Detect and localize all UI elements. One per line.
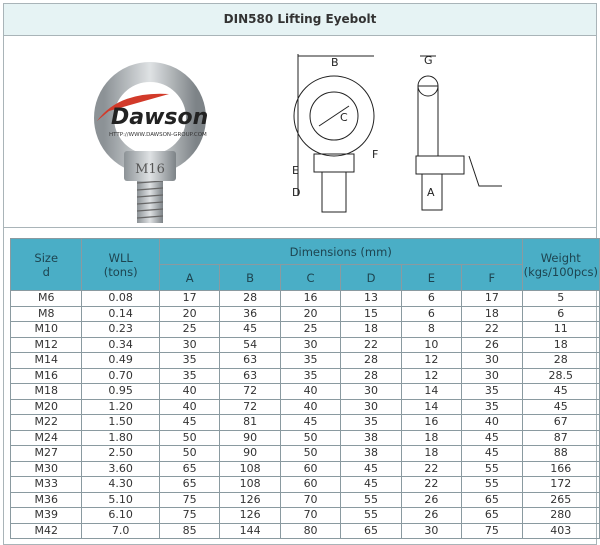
table-cell: 0.95 <box>82 384 159 400</box>
table-cell: 126 <box>220 492 281 508</box>
table-cell: 20 <box>159 306 219 322</box>
table-cell: 90 <box>220 446 281 462</box>
table-cell: 108 <box>220 477 281 493</box>
table-cell: 75 <box>159 508 219 524</box>
table-cell: 18 <box>522 337 599 353</box>
table-cell: M39 <box>11 508 82 524</box>
table-cell: 6.10 <box>82 508 159 524</box>
table-cell: 265 <box>522 492 599 508</box>
table-cell: 18 <box>401 430 461 446</box>
col-dimensions: Dimensions (mm) <box>159 239 522 265</box>
table-row <box>11 415 600 431</box>
table-cell: 20 <box>280 306 340 322</box>
table-row <box>11 492 600 508</box>
table-cell: 7.0 <box>82 523 159 539</box>
table-cell: 35 <box>159 353 219 369</box>
table-cell: 30 <box>462 353 522 369</box>
table-cell: M14 <box>11 353 82 369</box>
table-cell: 30 <box>401 523 461 539</box>
table-cell: 6 <box>522 306 599 322</box>
table-row <box>11 508 600 524</box>
label-d: D <box>292 186 301 199</box>
table-row <box>11 461 600 477</box>
table-row <box>11 523 600 539</box>
table-row <box>11 337 600 353</box>
table-row <box>11 368 600 384</box>
table-cell: 65 <box>159 477 219 493</box>
table-cell: 45 <box>462 446 522 462</box>
table-cell: 63 <box>220 368 281 384</box>
table-row <box>11 353 600 369</box>
table-cell: 65 <box>341 523 401 539</box>
table-cell: 16 <box>401 415 461 431</box>
label-e: E <box>292 164 299 177</box>
table-cell: 12 <box>401 368 461 384</box>
table-cell: M33 <box>11 477 82 493</box>
col-dim-e: E <box>401 265 461 291</box>
table-cell: 30 <box>280 337 340 353</box>
spec-table <box>10 238 600 539</box>
table-cell: 72 <box>220 399 281 415</box>
size-marking: M16 <box>135 162 165 177</box>
table-cell: 38 <box>341 446 401 462</box>
table-cell: 60 <box>280 477 340 493</box>
label-b: B <box>331 56 339 69</box>
table-cell: 22 <box>401 461 461 477</box>
dawson-logo: Dawson <box>111 105 209 130</box>
table-cell: 28 <box>341 368 401 384</box>
table-cell: M30 <box>11 461 82 477</box>
table-cell: 90 <box>220 430 281 446</box>
table-cell: 1.20 <box>82 399 159 415</box>
table-cell: 28 <box>522 353 599 369</box>
table-cell: 55 <box>462 477 522 493</box>
table-cell: 65 <box>462 508 522 524</box>
table-row <box>11 306 600 322</box>
col-dim-c: C <box>280 265 340 291</box>
table-cell: 403 <box>522 523 599 539</box>
table-cell: 28 <box>341 353 401 369</box>
table-cell: 30 <box>159 337 219 353</box>
table-cell: 35 <box>159 368 219 384</box>
table-cell: 35 <box>341 415 401 431</box>
table-cell: 88 <box>522 446 599 462</box>
table-cell: 6 <box>401 291 461 307</box>
label-g: G <box>424 54 433 67</box>
table-cell: 144 <box>220 523 281 539</box>
table-cell: 55 <box>462 461 522 477</box>
logo-url: HTTP://WWW.DAWSON-GROUP.COM <box>109 132 207 138</box>
table-cell: 0.14 <box>82 306 159 322</box>
table-cell: 8 <box>401 322 461 338</box>
table-cell: 45 <box>280 415 340 431</box>
col-dim-b: B <box>220 265 281 291</box>
label-a: A <box>427 186 435 199</box>
table-cell: 40 <box>462 415 522 431</box>
table-cell: 4.30 <box>82 477 159 493</box>
table-cell: 70 <box>280 508 340 524</box>
table-cell: 50 <box>280 446 340 462</box>
table-cell: 0.49 <box>82 353 159 369</box>
table-cell: M24 <box>11 430 82 446</box>
table-cell: 14 <box>401 399 461 415</box>
table-cell: 45 <box>341 461 401 477</box>
table-cell: 18 <box>401 446 461 462</box>
table-cell: M16 <box>11 368 82 384</box>
table-cell: 35 <box>280 353 340 369</box>
technical-drawing <box>254 56 514 226</box>
table-cell: 5 <box>522 291 599 307</box>
table-cell: 14 <box>401 384 461 400</box>
table-cell: 18 <box>341 322 401 338</box>
table-cell: 40 <box>159 399 219 415</box>
table-cell: 67 <box>522 415 599 431</box>
table-cell: 126 <box>220 508 281 524</box>
table-cell: 26 <box>462 337 522 353</box>
table-cell: 18 <box>462 306 522 322</box>
table-cell: 75 <box>159 492 219 508</box>
table-cell: 54 <box>220 337 281 353</box>
table-cell: 35 <box>462 399 522 415</box>
table-row <box>11 322 600 338</box>
table-row <box>11 477 600 493</box>
table-cell: 6 <box>401 306 461 322</box>
table-cell: 30 <box>462 368 522 384</box>
table-cell: 30 <box>341 399 401 415</box>
table-cell: 11 <box>522 322 599 338</box>
table-cell: 60 <box>280 461 340 477</box>
table-cell: 10 <box>401 337 461 353</box>
table-cell: 17 <box>159 291 219 307</box>
table-cell: 25 <box>159 322 219 338</box>
table-cell: 28 <box>220 291 281 307</box>
label-f: F <box>372 148 379 161</box>
table-cell: M12 <box>11 337 82 353</box>
col-dim-a: A <box>159 265 219 291</box>
table-cell: 35 <box>280 368 340 384</box>
table-cell: 17 <box>462 291 522 307</box>
table-cell: 280 <box>522 508 599 524</box>
table-cell: 2.50 <box>82 446 159 462</box>
table-cell: 28.5 <box>522 368 599 384</box>
table-cell: 55 <box>341 492 401 508</box>
col-wll: WLL (tons) <box>82 239 159 291</box>
table-row <box>11 384 600 400</box>
image-area <box>4 36 596 228</box>
table-cell: M22 <box>11 415 82 431</box>
table-cell: 22 <box>462 322 522 338</box>
table-row <box>11 446 600 462</box>
table-row <box>11 291 600 307</box>
table-cell: 5.10 <box>82 492 159 508</box>
col-weight: Weight (kgs/100pcs) <box>522 239 599 291</box>
table-cell: 50 <box>159 430 219 446</box>
table-row <box>11 430 600 446</box>
table-cell: M36 <box>11 492 82 508</box>
table-cell: 45 <box>159 415 219 431</box>
table-cell: 36 <box>220 306 281 322</box>
col-dim-d: D <box>341 265 401 291</box>
table-cell: 0.70 <box>82 368 159 384</box>
table-cell: 80 <box>280 523 340 539</box>
table-cell: 65 <box>462 492 522 508</box>
label-c: C <box>340 111 348 124</box>
table-cell: 85 <box>159 523 219 539</box>
table-cell: 166 <box>522 461 599 477</box>
eyebolt-photo <box>89 56 229 226</box>
table-cell: M27 <box>11 446 82 462</box>
table-cell: 26 <box>401 492 461 508</box>
table-cell: M8 <box>11 306 82 322</box>
table-cell: M42 <box>11 523 82 539</box>
table-cell: 45 <box>522 384 599 400</box>
table-cell: 45 <box>462 430 522 446</box>
table-cell: 108 <box>220 461 281 477</box>
table-cell: 55 <box>341 508 401 524</box>
table-cell: 0.08 <box>82 291 159 307</box>
table-cell: M20 <box>11 399 82 415</box>
table-cell: 12 <box>401 353 461 369</box>
table-cell: 45 <box>220 322 281 338</box>
table-cell: 30 <box>341 384 401 400</box>
table-cell: 1.50 <box>82 415 159 431</box>
table-cell: 75 <box>462 523 522 539</box>
table-cell: 22 <box>401 477 461 493</box>
table-cell: M10 <box>11 322 82 338</box>
table-cell: 50 <box>159 446 219 462</box>
table-row <box>11 399 600 415</box>
table-cell: 26 <box>401 508 461 524</box>
table-cell: 38 <box>341 430 401 446</box>
table-cell: 65 <box>159 461 219 477</box>
table-cell: 72 <box>220 384 281 400</box>
panel-title: DIN580 Lifting Eyebolt <box>4 4 596 36</box>
table-cell: M6 <box>11 291 82 307</box>
table-cell: 16 <box>280 291 340 307</box>
table-cell: 1.80 <box>82 430 159 446</box>
table-cell: 35 <box>462 384 522 400</box>
table-cell: 45 <box>341 477 401 493</box>
table-cell: 45 <box>522 399 599 415</box>
table-cell: 13 <box>341 291 401 307</box>
table-cell: 50 <box>280 430 340 446</box>
table-cell: 15 <box>341 306 401 322</box>
table-cell: 0.34 <box>82 337 159 353</box>
table-cell: 22 <box>341 337 401 353</box>
table-cell: 81 <box>220 415 281 431</box>
table-cell: M18 <box>11 384 82 400</box>
table-cell: 70 <box>280 492 340 508</box>
table-cell: 87 <box>522 430 599 446</box>
table-cell: 172 <box>522 477 599 493</box>
table-cell: 3.60 <box>82 461 159 477</box>
table-cell: 0.23 <box>82 322 159 338</box>
table-cell: 63 <box>220 353 281 369</box>
table-cell: 40 <box>280 399 340 415</box>
table-cell: 25 <box>280 322 340 338</box>
table-cell: 40 <box>159 384 219 400</box>
col-size: Size d <box>11 239 82 291</box>
col-dim-f: F <box>462 265 522 291</box>
table-cell: 40 <box>280 384 340 400</box>
